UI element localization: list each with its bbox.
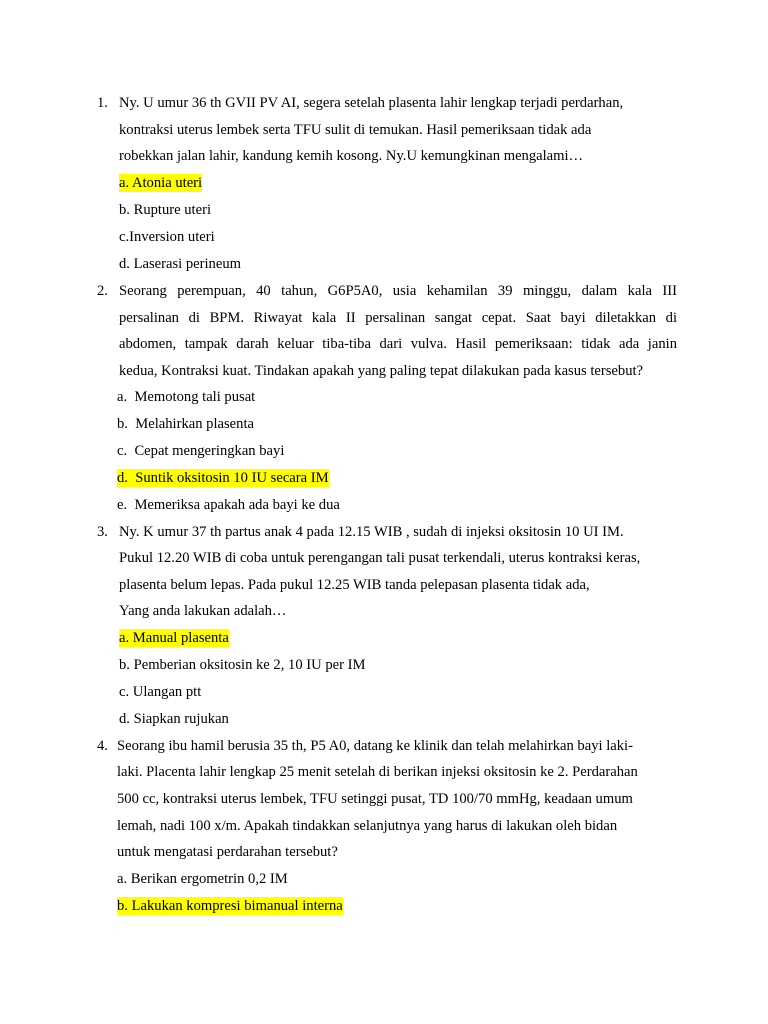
answer-option [117,496,340,514]
answer-option-correct: a. Atonia uteri [119,175,203,191]
question-number: 4. [97,738,108,754]
answer-option: b. Pemberian oksitosin ke 2, 10 IU per IM [119,657,366,673]
option-letter: e. [117,497,128,513]
question-stem-line: Seorang perempuan, 40 tahun, G6P5A0, usia kehamilan 39 minggu, dalam kala III [119,283,677,299]
question-stem-line: plasenta belum lepas. Pada pukul 12.25 WIB tanda pelepasan plasenta tidak ada, [119,577,590,593]
option-text: Cepat mengeringkan bayi [134,443,285,459]
option-letter: a. [117,389,128,405]
answer-option: d. Siapkan rujukan [119,711,229,727]
option-letter: b. [117,416,128,432]
question-stem-line: Pukul 12.20 WIB di coba untuk perengangan tali pusat terkendali, uterus kontraksi keras, [119,550,641,566]
answer-option-correct: a. Manual plasenta [119,630,229,646]
option-text: Melahirkan plasenta [135,416,254,432]
question-stem-line: abdomen, tampak darah keluar tiba-tiba dari vulva. Hasil pemeriksaan: tidak ada janin [119,336,677,352]
question-stem-line: kontraksi uterus lembek serta TFU sulit di temukan. Hasil pemeriksaan tidak ada [119,122,592,138]
question-number: 2. [97,283,108,299]
option-letter: c. [117,443,128,459]
question-stem-line: lemah, nadi 100 x/m. Apakah tindakkan selanjutnya yang harus di lakukan oleh bidan [117,818,618,834]
answer-option: c.Inversion uteri [119,229,215,245]
answer-option-correct [117,469,329,487]
option-text: Memeriksa apakah ada bayi ke dua [134,497,340,513]
question-stem-line: robekkan jalan lahir, kandung kemih kosong. Ny.U kemungkinan mengalami… [119,148,584,164]
question-number: 1. [97,95,108,111]
question-stem-line: Seorang ibu hamil berusia 35 th, P5 A0, datang ke klinik dan telah melahirkan bayi laki- [117,738,633,754]
answer-option [117,388,255,406]
answer-option [117,415,254,433]
question-stem-line: Ny. U umur 36 th GVII PV AI, segera setelah plasenta lahir lengkap terjadi perdarhan, [119,95,624,111]
option-letter: d. [117,470,128,486]
question-stem-line: kedua, Kontraksi kuat. Tindakan apakah yang paling tepat dilakukan pada kasus tersebut? [119,363,644,379]
question-stem-line: laki. Placenta lahir lengkap 25 menit setelah di berikan injeksi oksitosin ke 2. Perdarahan [117,764,638,780]
question-stem-line: 500 cc, kontraksi uterus lembek, TFU setinggi pusat, TD 100/70 mmHg, keadaan umum [117,791,633,807]
answer-option-correct: b. Lakukan kompresi bimanual interna [117,898,343,914]
question-number: 3. [97,524,108,540]
option-text: Memotong tali pusat [134,389,256,405]
answer-option: d. Laserasi perineum [119,256,241,272]
question-stem-line: persalinan di BPM. Riwayat kala II persalinan sangat cepat. Saat bayi diletakkan di [119,310,677,326]
option-text: Suntik oksitosin 10 IU secara IM [135,470,329,486]
answer-option: a. Berikan ergometrin 0,2 IM [117,871,288,887]
question-stem-line: Ny. K umur 37 th partus anak 4 pada 12.15 WIB , sudah di injeksi oksitosin 10 UI IM. [119,524,624,540]
question-stem-line: Yang anda lakukan adalah… [119,603,287,619]
answer-option: b. Rupture uteri [119,202,212,218]
question-stem-line: untuk mengatasi perdarahan tersebut? [117,844,338,860]
answer-option: c. Ulangan ptt [119,684,202,700]
answer-option [117,442,284,460]
